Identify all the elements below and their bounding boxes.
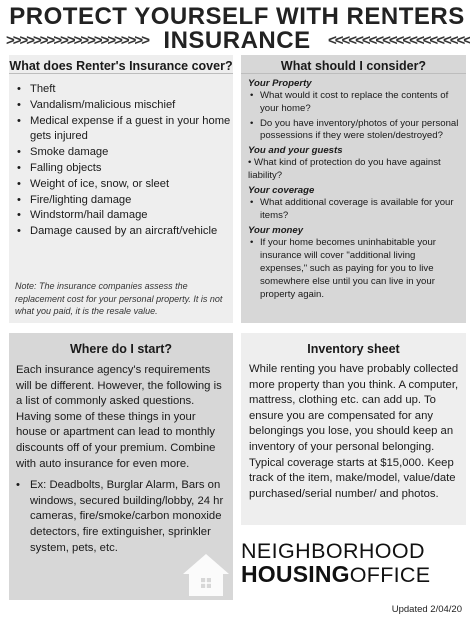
- list-item: • Falling objects: [17, 161, 233, 177]
- list-item: • If your home becomes uninhabitable your insurance will cover "additional living expenses," such as paying for you to live somewhere else until you can live in your property again.: [248, 237, 460, 301]
- bullet-icon: •: [248, 157, 252, 169]
- neighborhood-housing-logo: [241, 540, 466, 590]
- start-heading: Where do I start?: [69, 342, 173, 356]
- start-list: [9, 472, 233, 556]
- consider-heading: What should I consider?: [241, 55, 466, 74]
- list-item: • Weight of ice, snow, or sleet: [17, 177, 233, 193]
- logo-housing: HOUSING: [241, 561, 350, 587]
- inventory-paragraph: While renting you have probably collected more property than you think. A computer, mattress, clothing etc. can add up. To ensure you are compensated for any belongings you lose, you should keep an inventory of your personal belonging. Typical coverage starts at $15,000. Keep track of the item, make/model, value/date purchased/serial number/ and photos.: [249, 363, 459, 500]
- guests-item-text: What kind of protection do you have against liability?: [248, 157, 441, 181]
- start-panel: [9, 333, 233, 600]
- list-item: • Windstorm/hail damage: [17, 208, 233, 224]
- updated-date: Updated 2/04/20: [391, 604, 462, 615]
- inventory-panel: [241, 333, 466, 525]
- list-item: • Theft: [17, 82, 233, 98]
- property-subheading: Your Property: [248, 78, 312, 89]
- page-title-line1: PROTECT YOURSELF WITH RENTERS: [9, 3, 465, 30]
- list-item: • Medical expense if a guest in your home gets injured: [17, 114, 233, 146]
- start-paragraph: Each insurance agency's requirements will be different. However, the following is a list of commonly asked questions. Having some of these things in your house or apartment can lead to monthly discounts off of your premium. Combine with auto insurance for even more.: [16, 364, 222, 470]
- coverage-list: [9, 74, 233, 240]
- list-item: • Ex: Deadbolts, Burglar Alarm, Bars on windows, secured building/lobby, 24 hr cameras, fire/smoke/carbon monoxide detectors, fire extinguisher, sprinkler system, pets, etc.: [16, 478, 225, 556]
- coverage-panel: [9, 55, 233, 323]
- page-title-line2: INSURANCE: [163, 27, 311, 54]
- consider-content: [241, 74, 466, 301]
- list-item: • Do you have inventory/photos of your personal possessions if they were stolen/destroyed?: [248, 118, 460, 144]
- coverage-heading: What does Renter's Insurance cover?: [9, 55, 233, 74]
- house-icon: [179, 550, 233, 598]
- title-row: [0, 29, 474, 53]
- money-subheading: Your money: [248, 225, 304, 237]
- coverage-note: Note: The insurance companies assess the replacement cost for your personal property. It is not what you paid, it is the resale value.: [15, 281, 223, 316]
- coverage-subheading: Your coverage: [248, 184, 315, 196]
- logo-office: OFFICE: [349, 563, 431, 587]
- list-item: • Smoke damage: [17, 145, 233, 161]
- logo-line1: NEIGHBORHOOD: [241, 539, 425, 563]
- inventory-heading: Inventory sheet: [307, 342, 400, 356]
- list-item: • What would it cost to replace the contents of your home?: [248, 90, 460, 116]
- consider-panel: [241, 55, 466, 323]
- list-item: • Vandalism/malicious mischief: [17, 98, 233, 114]
- list-item: • Damage caused by an aircraft/vehicle: [17, 224, 233, 240]
- chevron-decoration-right: <<<<<<<<<<<<<<<<<<<<<: [328, 32, 470, 49]
- list-item: • What additional coverage is available for your items?: [248, 197, 460, 223]
- list-item: [248, 157, 460, 183]
- logo-line2: [241, 562, 466, 590]
- guests-subheading: You and your guests: [248, 145, 343, 157]
- chevron-decoration-left: >>>>>>>>>>>>>>>>>>>>>: [6, 32, 148, 49]
- list-item: • Fire/lighting damage: [17, 193, 233, 209]
